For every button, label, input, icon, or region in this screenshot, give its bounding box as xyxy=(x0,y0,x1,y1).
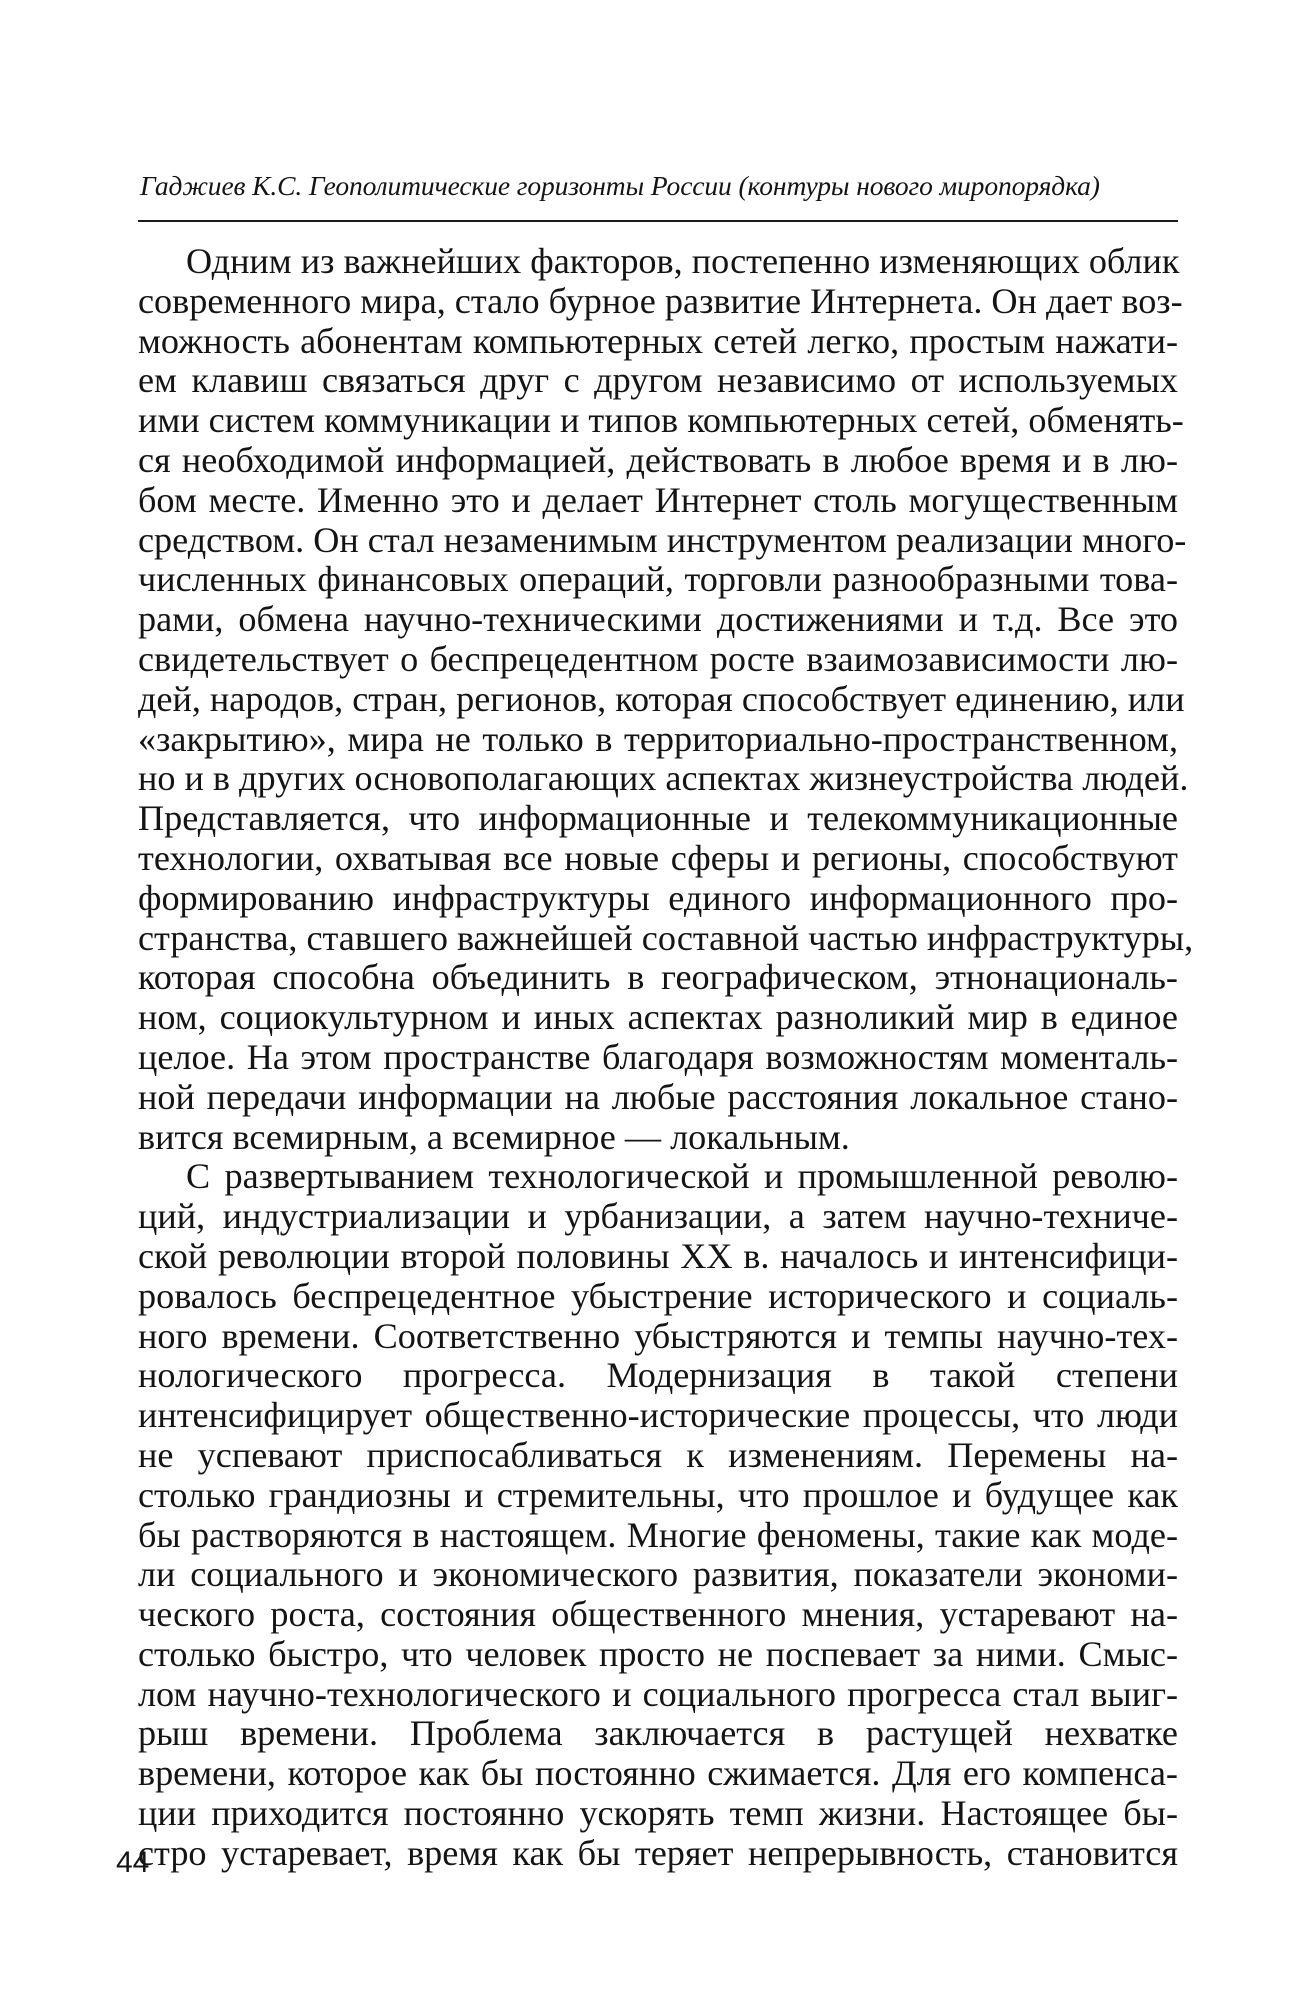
text-line: ций, индустриализации и урбанизации, а затем научно-техниче- xyxy=(138,1196,1178,1237)
text-line: технологии, охватывая все новые сферы и регионы, способствуют xyxy=(138,837,1178,878)
text-line: ного времени. Соответственно убыстряются и темпы научно-тех- xyxy=(138,1315,1178,1356)
text-line: ной передачи информации на любые расстояния локальное стано- xyxy=(138,1076,1178,1117)
text-line: Одним из важнейших факторов, постепенно изменяющих облик xyxy=(186,241,1180,281)
paragraph xyxy=(138,1157,1178,1873)
paragraph xyxy=(138,241,1194,1157)
text-line: нологического прогресса. Модернизация в такой степени xyxy=(138,1355,1178,1396)
text-line: времени, которое как бы постоянно сжимается. Для его компенса- xyxy=(138,1753,1178,1794)
running-header: Гаджиев К.С. Геополитические горизонты России (контуры нового миропорядка) xyxy=(140,170,1100,201)
text-line: ем клавиш связаться друг с другом независимо от используемых xyxy=(138,360,1178,401)
text-line: «закрытию», мира не только в территориально-пространственном, xyxy=(138,718,1178,759)
text-line: бом месте. Именно это и делает Интернет столь могущественным xyxy=(138,479,1178,520)
text-line: целое. На этом пространстве благодаря возможностям моменталь- xyxy=(138,1036,1178,1077)
text-line: столько быстро, что человек просто не поспевает за ними. Смыс- xyxy=(138,1633,1178,1674)
text-line: рами, обмена научно-техническими достижениями и т.д. Все это xyxy=(138,599,1178,640)
text-line: но и в других основополагающих аспектах жизнеустройства людей. xyxy=(138,758,1189,799)
text-line: формированию инфраструктуры единого информационного про- xyxy=(138,877,1178,918)
body-text xyxy=(138,241,1194,1874)
text-line: ном, социокультурном и иных аспектах разноликий мир в единое xyxy=(138,997,1178,1038)
text-line: вится всемирным, а всемирное — локальным. xyxy=(138,1116,850,1157)
text-line: дей, народов, стран, регионов, которая способствует единению, или xyxy=(138,678,1185,719)
text-line: странства, ставшего важнейшей составной частью инфраструктуры, xyxy=(138,917,1194,958)
text-line: свидетельствует о беспрецедентном росте взаимозависимости лю- xyxy=(138,638,1178,679)
text-line: ческого роста, состояния общественного мнения, устаревают на- xyxy=(138,1594,1178,1635)
text-line: стро устаревает, время как бы теряет непрерывность, становится xyxy=(138,1832,1178,1873)
text-line: ровалось беспрецедентное убыстрение исторического и социаль- xyxy=(138,1275,1178,1316)
text-line: ции приходится постоянно ускорять темп жизни. Настоящее бы- xyxy=(138,1793,1178,1834)
header-rule xyxy=(138,220,1178,222)
text-line: численных финансовых операций, торговли разнообразными това- xyxy=(138,559,1178,600)
text-line: Представляется, что информационные и телекоммуникационные xyxy=(138,798,1178,839)
text-line: средством. Он стал незаменимым инструментом реализации много- xyxy=(138,519,1187,560)
text-line: ли социального и экономического развития, показатели экономи- xyxy=(138,1554,1178,1595)
text-line: С развертыванием технологической и промышленной револю- xyxy=(186,1156,1178,1197)
text-line: интенсифицирует общественно-исторические процессы, что люди xyxy=(138,1395,1178,1436)
text-line: ской революции второй половины XX в. началось и интенсифици- xyxy=(138,1235,1178,1276)
text-line: которая способна объединить в географическом, этнонациональ- xyxy=(138,957,1178,998)
text-line: бы растворяются в настоящем. Многие феномены, такие как моде- xyxy=(138,1514,1178,1555)
text-line: можность абонентам компьютерных сетей легко, простым нажати- xyxy=(138,320,1178,361)
text-line: столько грандиозны и стремительны, что прошлое и будущее как xyxy=(138,1474,1178,1515)
text-line: лом научно-технологического и социального прогресса стал выиг- xyxy=(138,1673,1178,1714)
text-line: ими систем коммуникации и типов компьютерных сетей, обменять- xyxy=(138,400,1184,441)
page-number: 44 xyxy=(116,1846,150,1879)
text-line: ся необходимой информацией, действовать в любое время и в лю- xyxy=(138,439,1178,480)
text-line: не успевают приспосабливаться к изменениям. Перемены на- xyxy=(138,1434,1178,1475)
text-line: рыш времени. Проблема заключается в растущей нехватке xyxy=(138,1713,1178,1754)
text-line: современного мира, стало бурное развитие Интернета. Он дает воз- xyxy=(138,280,1183,321)
